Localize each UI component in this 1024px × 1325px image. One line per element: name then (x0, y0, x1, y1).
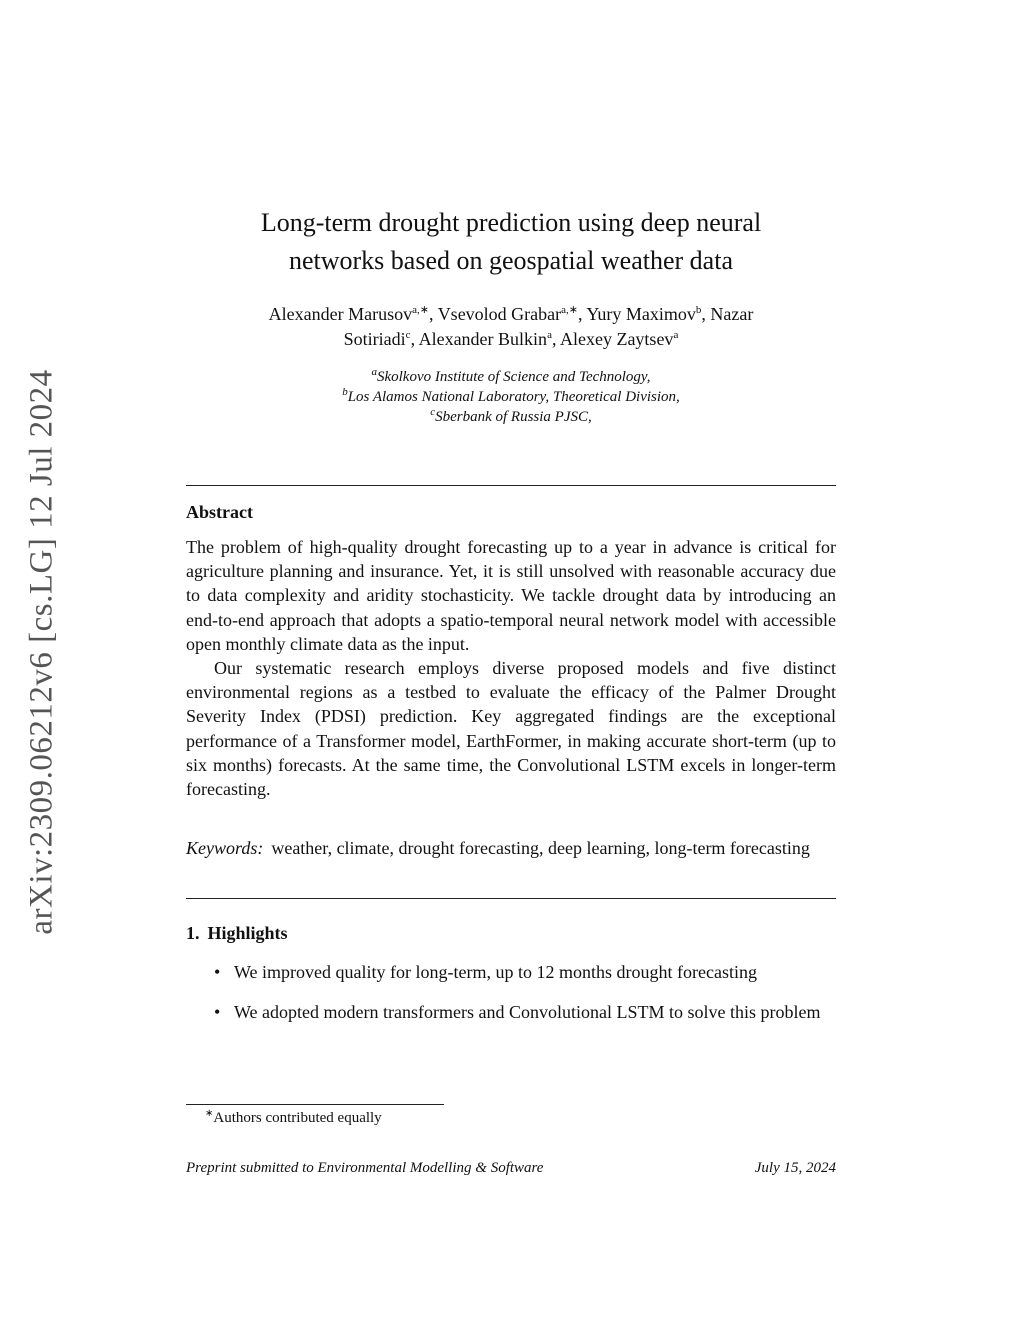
author-name: Alexander Marusov (268, 304, 413, 324)
affiliation-mark: c (430, 406, 436, 418)
list-item-text: We improved quality for long-term, up to 12 months drought forecasting (234, 962, 757, 982)
footnote-mark: ∗ (205, 1108, 214, 1119)
footer-venue: Preprint submitted to Environmental Modelling & Software (186, 1160, 544, 1176)
list-item (186, 1000, 836, 1025)
list-item (186, 960, 836, 985)
section-number: 1. (186, 923, 200, 943)
author-list (186, 302, 836, 352)
affiliation-text: Sberbank of Russia PJSC, (435, 409, 592, 425)
author-name: Vsevolod Grabar (437, 304, 562, 324)
author-affiliation-mark: a (547, 329, 552, 341)
keywords (186, 836, 836, 860)
author-separator: , (701, 304, 711, 324)
keywords-label: Keywords: (186, 838, 264, 858)
footnote-rule (186, 1104, 444, 1105)
author-line (186, 327, 836, 352)
author-name: Yury Maximov (586, 304, 696, 324)
affiliation (186, 367, 836, 387)
page-footer (186, 1160, 836, 1177)
affiliation-mark: b (342, 386, 348, 398)
author-name: Sotiriadi (343, 329, 406, 349)
affiliation-mark: a (371, 366, 377, 378)
author-separator: , (410, 329, 419, 349)
abstract-heading: Abstract (186, 502, 253, 522)
affiliations (186, 367, 836, 427)
author-affiliation-mark: c (405, 329, 411, 341)
author-affiliation-mark: a,∗ (412, 304, 429, 316)
author-affiliation-mark: a (673, 329, 679, 341)
section-title: Highlights (207, 923, 288, 943)
section-heading-highlights (186, 923, 288, 944)
footer-date: July 15, 2024 (754, 1160, 836, 1176)
abstract-top-rule (186, 485, 836, 486)
title-line: networks based on geospatial weather data (288, 246, 733, 275)
author-name: Alexey Zaytsev (559, 329, 674, 349)
arxiv-identifier-stamp: arXiv:2309.06212v6 [cs.LG] 12 Jul 2024 (23, 369, 60, 935)
author-line (186, 302, 836, 327)
bullet-icon: • (214, 1001, 221, 1022)
abstract-paragraph: The problem of high-quality drought forecasting up to a year in advance is critical for agriculture planning and insurance. Yet, it is still unsolved with reasonable accuracy due to data complexity and aridity stochasticity. We tackle drought data by introducing an end-to-end approach that adopts a spatio-temporal neural network model with accessible open monthly climate data as the input. (186, 537, 836, 654)
keywords-text: weather, climate, drought forecasting, deep learning, long-term forecasting (271, 838, 810, 858)
affiliation-text: Skolkovo Institute of Science and Technology, (376, 369, 651, 385)
footnote-text: Authors contributed equally (213, 1110, 382, 1126)
abstract-bottom-rule (186, 898, 836, 899)
author-separator: , (551, 329, 560, 349)
paper-title (186, 204, 836, 280)
author-separator: , (578, 304, 587, 324)
affiliation (186, 407, 836, 427)
author-affiliation-mark: b (695, 304, 702, 316)
author-name: Nazar (710, 304, 754, 324)
title-line: Long-term drought prediction using deep neural (260, 208, 762, 237)
affiliation-text: Los Alamos National Laboratory, Theoretical Division, (347, 389, 680, 405)
bullet-icon: • (214, 962, 221, 982)
abstract-body (186, 535, 836, 801)
highlights-list (186, 960, 836, 1024)
footnote (205, 1110, 382, 1127)
abstract-paragraph: Our systematic research employs diverse proposed models and five distinct environmental regions as a testbed to evaluate the efficacy of the Palmer Drought Severity Index (PDSI) prediction. Key aggregated findings are the exceptional performance of a Transformer model, EarthFormer, in making accurate short-term (up to six months) forecasts. At the same time, the Convolutional LSTM excels in longer-term forecasting. (186, 658, 836, 800)
author-affiliation-mark: a,∗ (561, 304, 579, 316)
list-item-text: We adopted modern transformers and Convolutional LSTM to solve this problem (234, 1001, 821, 1022)
author-name: Alexander Bulkin (418, 329, 548, 349)
affiliation (186, 387, 836, 407)
author-separator: , (429, 304, 438, 324)
